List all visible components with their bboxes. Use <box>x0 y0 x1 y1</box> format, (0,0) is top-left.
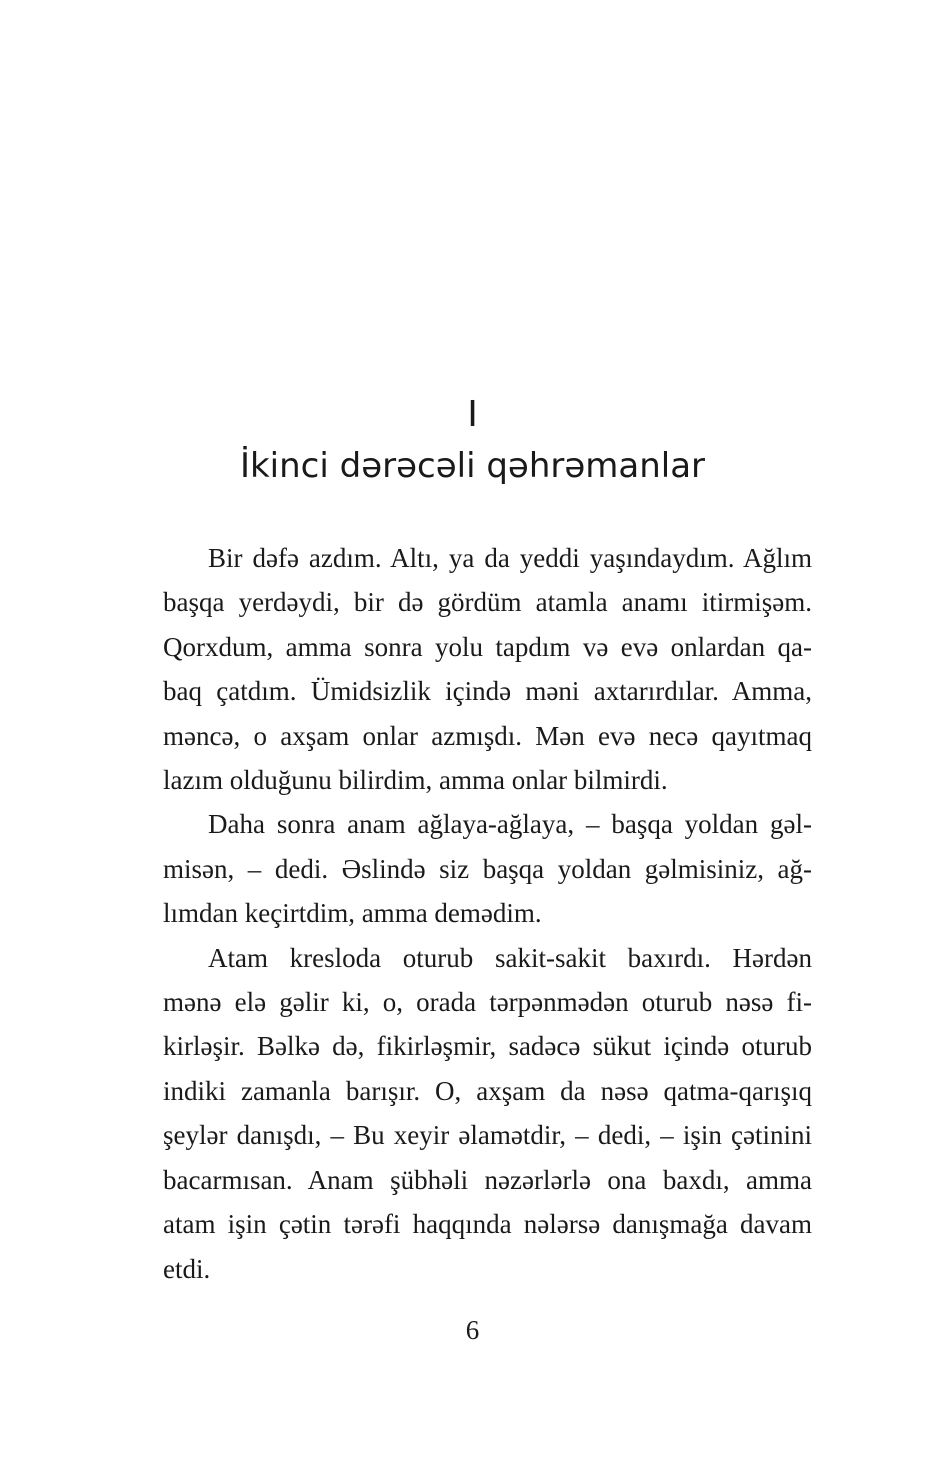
text-line: kirləşir. Bəlkə də, fikirləşmir, sadəcə sükut içində oturub <box>163 1031 812 1062</box>
text-line: atam işin çətin tərəfi haqqında nələrsə danışmağa davam <box>163 1209 812 1240</box>
text-line: Daha sonra anam ağlaya-ağlaya, – başqa yoldan gəl- <box>208 809 812 840</box>
chapter-number: I <box>467 394 478 435</box>
paragraph <box>118 536 812 802</box>
paragraph <box>118 802 812 935</box>
chapter-body <box>118 536 812 1291</box>
text-line: şeylər danışdı, – Bu xeyir əlamətdir, – dedi, – işin çətinini <box>163 1120 812 1151</box>
chapter-title: İkinci dərəcəli qəhrəmanlar <box>239 446 706 486</box>
text-line: Qorxdum, amma sonra yolu tapdım və evə onlardan qa- <box>163 631 812 662</box>
text-line: baq çatdım. Ümidsizlik içində məni axtarırdılar. Amma, <box>163 676 812 707</box>
text-line: etdi. <box>163 1253 211 1284</box>
page-number: 6 <box>465 1315 480 1345</box>
text-line: başqa yerdəydi, bir də gördüm atamla anamı itirmişəm. <box>163 587 812 618</box>
text-line: məncə, o axşam onlar azmışdı. Mən evə necə qayıtmaq <box>163 720 812 751</box>
text-line: misən, – dedi. Əslində siz başqa yoldan gəlmisiniz, ağ- <box>163 853 812 884</box>
text-line: lazım olduğunu bilirdim, amma onlar bilmirdi. <box>163 765 668 796</box>
text-line: Bir dəfə azdım. Altı, ya da yeddi yaşındaydım. Ağlım <box>208 543 812 573</box>
paragraph <box>118 936 812 1291</box>
text-line: indiki zamanla barışır. O, axşam da nəsə qatma-qarışıq <box>163 1075 812 1106</box>
text-line: lımdan keçirtdim, amma demədim. <box>163 898 542 929</box>
text-line: bacarmısan. Anam şübhəli nəzərlərlə ona baxdı, amma <box>163 1164 812 1195</box>
text-line: mənə elə gəlir ki, o, orada tərpənmədən oturub nəsə fi- <box>163 987 812 1018</box>
text-line: Atam kresloda oturub sakit-sakit baxırdı. Hərdən <box>208 942 812 973</box>
